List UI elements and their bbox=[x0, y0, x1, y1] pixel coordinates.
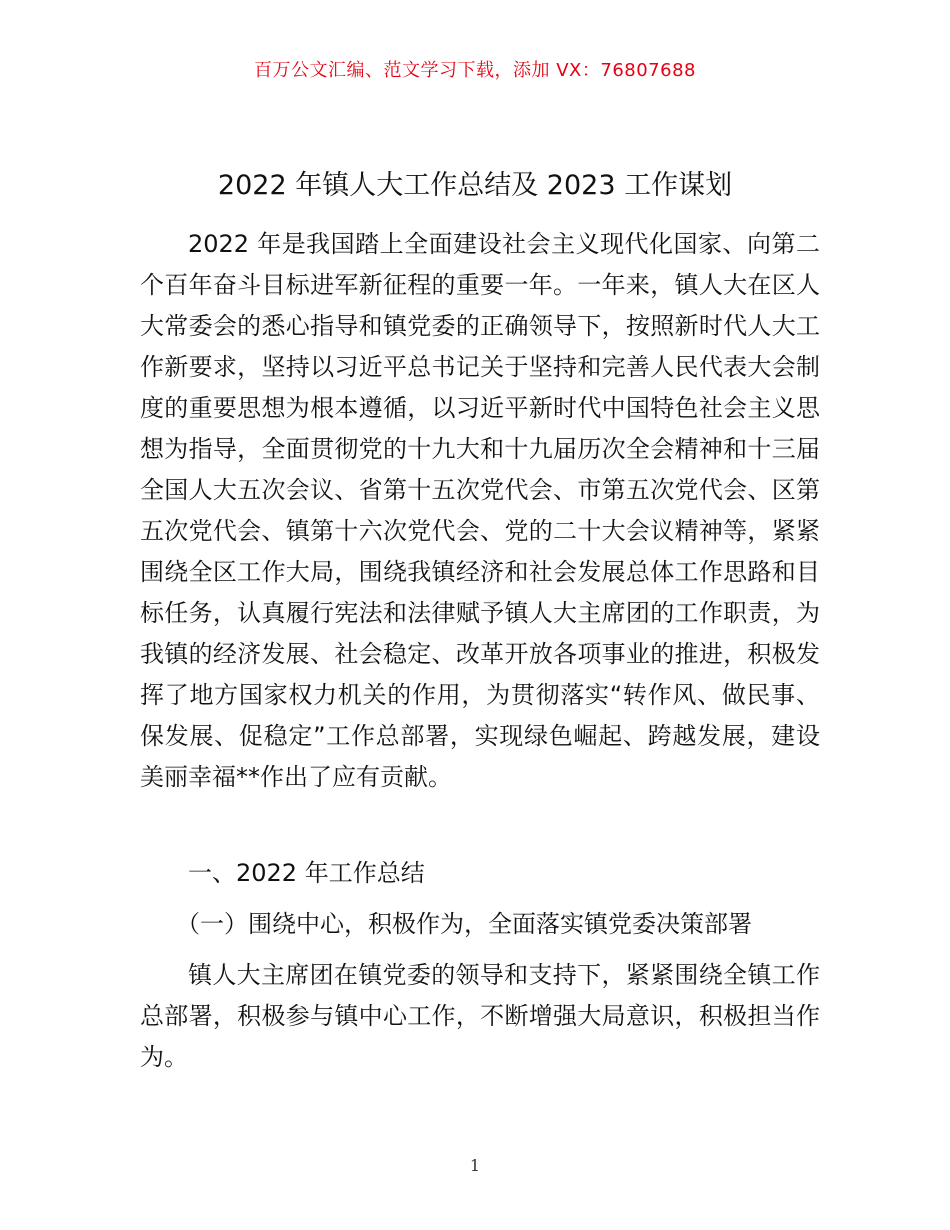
intro-paragraph: 2022 年是我国踏上全面建设社会主义现代化国家、向第二个百年奋斗目标进军新征程的重要一年。一年来，镇人大在区人大常委会的悉心指导和镇党委的正确领导下，按照新时代人大工作新要求，坚持以习近平总书记关于坚持和完善人民代表大会制度的重要思想为根本遵循，以习近平新时代中国特色社会主义思想为指导，全面贯彻党的十九大和十九届历次全会精神和十三届全国人大五次会议、省第十五次党代会、市第五次党代会、区第五次党代会、镇第十六次党代会、党的二十大会议精神等，紧紧围绕全区工作大局，围绕我镇经济和社会发展总体工作思路和目标任务，认真履行宪法和法律赋予镇人大主席团的工作职责，为我镇的经济发展、社会稳定、改革开放各项事业的推进，积极发挥了地方国家权力机关的作用，为贯彻落实“转作风、做民事、保发展、促稳定”工作总部署，实现绿色崛起、跨越发展，建设美丽幸福**作出了应有贡献。 bbox=[140, 230, 820, 791]
document-title: 2022 年镇人大工作总结及 2023 工作谋划 bbox=[217, 170, 733, 201]
subsection-heading: （一）围绕中心，积极作为，全面落实镇党委决策部署 bbox=[176, 910, 752, 938]
section-heading: 一、2022 年工作总结 bbox=[188, 859, 425, 887]
header-banner: 百万公文汇编、范文学习下载，添加 VX：76807688 bbox=[254, 60, 696, 81]
subsection-paragraph: 镇人大主席团在镇党委的领导和支持下，紧紧围绕全镇工作总部署，积极参与镇中心工作，不断增强大局意识，积极担当作为。 bbox=[140, 961, 820, 1071]
page-number: 1 bbox=[469, 1156, 481, 1175]
document-body bbox=[140, 224, 820, 1078]
